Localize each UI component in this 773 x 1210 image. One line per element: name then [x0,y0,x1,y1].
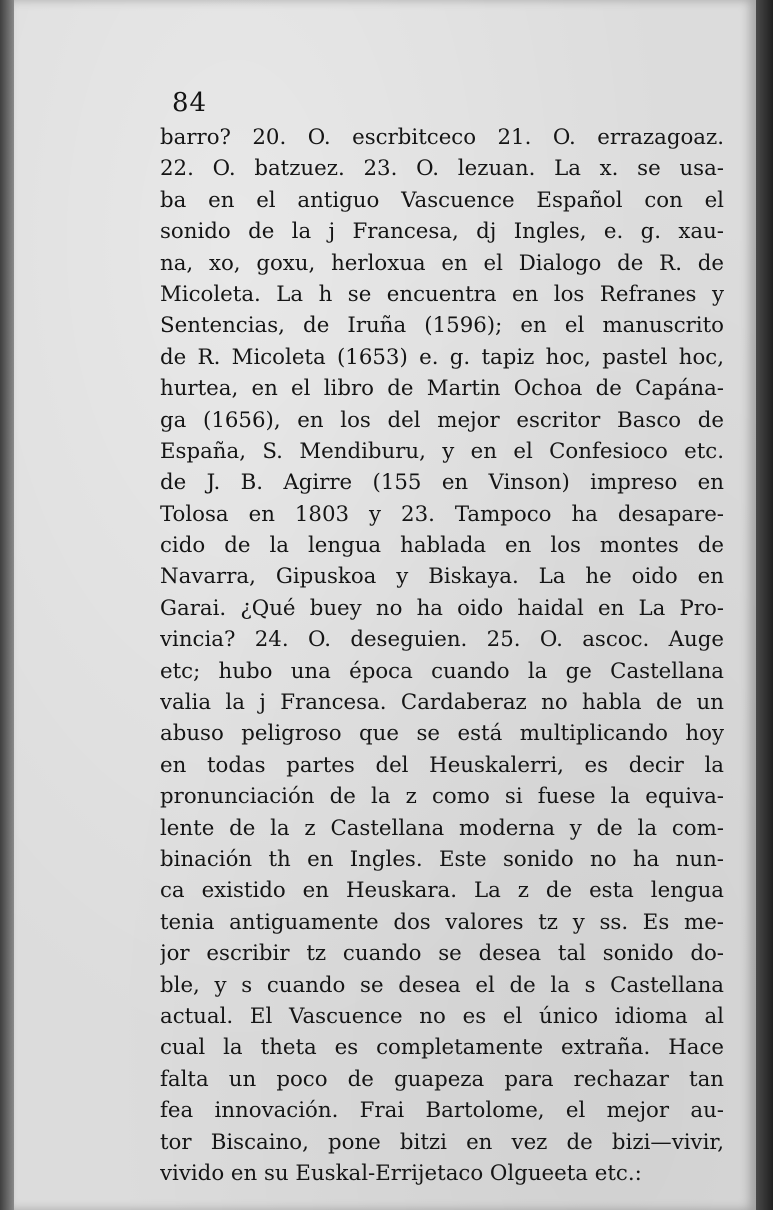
text-line-15: Navarra, Gipuskoa y Biskaya. La he oido en [160,564,724,590]
text-line-13: Tolosa en 1803 y 23. Tampoco ha desapare- [160,501,724,527]
text-line-28: ble, y s cuando se desea el de la s Castellana [160,972,724,998]
book-page [14,0,756,1210]
text-line-22: pronunciación de la z como si fuese la equiva- [160,784,724,810]
text-line-21: en todas partes del Heuskalerri, es decir la [160,752,724,778]
text-line-31: falta un poco de guapeza para rechazar tan [160,1066,724,1092]
text-line-17: vincia? 24. O. deseguien. 25. O. ascoc. Auge [160,627,724,653]
text-line-9: hurtea, en el libro de Martin Ochoa de Capána- [160,376,724,402]
text-line-29: actual. El Vascuence no es el único idioma al [160,1003,724,1029]
text-line-24: binación th en Ingles. Este sonido no ha nun- [160,846,724,872]
page-body-text [160,122,724,1189]
text-line-12: de J. B. Agirre (155 en Vinson) impreso en [160,470,724,496]
text-line-7: Sentencias, de Iruña (1596); en el manuscrito [160,313,724,339]
text-line-20: abuso peligroso que se está multiplicando hoy [160,721,724,747]
text-line-10: ga (1656), en los del mejor escritor Basco de [160,407,724,433]
text-line-11: España, S. Mendiburu, y en el Confesioco etc. [160,438,724,464]
scan-left-edge [0,0,14,1210]
text-line-2: 22. O. batzuez. 23. O. lezuan. La x. se usa- [160,156,724,182]
text-line-5: na, xo, goxu, herloxua en el Dialogo de R. de [160,250,724,276]
text-line-14: cido de la lengua hablada en los montes de [160,533,724,559]
text-line-4: sonido de la j Francesa, dj Ingles, e. g. xau- [160,219,724,245]
text-line-1: barro? 20. O. escrbitceco 21. O. errazagoaz. [160,125,724,150]
page-number: 84 [172,88,208,118]
text-line-23: lente de la z Castellana moderna y de la com- [160,815,724,841]
text-line-26: tenia antiguamente dos valores tz y ss. Es me- [160,909,724,935]
text-line-18: etc; hubo una época cuando la ge Castellana [160,658,724,684]
text-line-3: ba en el antiguo Vascuence Español con el [160,187,724,213]
scan-right-edge [756,0,773,1210]
text-line-30: cual la theta es completamente extraña. Hace [160,1035,724,1061]
text-line-8: de R. Micoleta (1653) e. g. tapiz hoc, pastel hoc, [160,344,724,370]
text-line-32: fea innovación. Frai Bartolome, el mejor au- [160,1098,724,1124]
text-line-25: ca existido en Heuskara. La z de esta lengua [160,878,724,904]
text-line-33: tor Biscaino, pone bitzi en vez de bizi—vivir, [160,1129,724,1155]
text-line-27: jor escribir tz cuando se desea tal sonido do- [160,941,724,967]
text-line-6: Micoleta. La h se encuentra en los Refranes y [160,281,724,307]
text-line-16: Garai. ¿Qué buey no ha oido haidal en La Pro- [160,595,724,621]
text-line-19: valia la j Francesa. Cardaberaz no habla de un [160,690,724,716]
text-line-34: vivido en su Euskal-Errijetaco Olgueeta etc.: [160,1160,642,1186]
